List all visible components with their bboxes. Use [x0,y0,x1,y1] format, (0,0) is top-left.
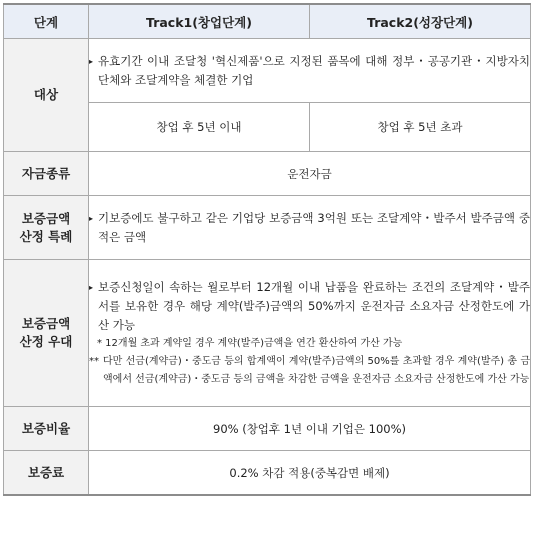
special-calc-cell [89,196,531,260]
target-description-cell [89,39,531,103]
bullet-marker: ▸ [89,213,94,223]
target-row [4,39,531,103]
guarantee-program-table [3,3,531,496]
header-row [4,4,531,39]
header-track1: Track1(창업단계) [89,4,310,39]
preferential-note-2 [89,353,530,389]
target-track1: 창업 후 5년 이내 [89,103,310,152]
target-label: 대상 [4,39,89,152]
special-calc-description: 기보증에도 불구하고 같은 기업당 보증금액 3억원 또는 조달계약・발주서 발주금액 중 적은 금액 [98,210,530,244]
bullet-marker: ▸ [89,56,94,66]
target-track2: 창업 후 5년 초과 [310,103,531,152]
preferential-calc-label [4,260,89,407]
fund-type-row [4,152,531,196]
preferential-label-line2: 산정 우대 [19,334,73,349]
preferential-calc-cell [89,260,531,407]
fee-row [4,451,531,496]
ratio-label: 보증비율 [4,407,89,451]
special-label-line2: 산정 특례 [19,228,73,244]
fee-value: 0.2% 차감 적용(중복감면 배제) [89,451,531,496]
header-stage: 단계 [4,4,89,39]
special-calc-label [4,196,89,260]
fund-type-value: 운전자금 [89,152,531,196]
fund-type-label: 자금종류 [4,152,89,196]
header-track2: Track2(성장단계) [310,4,531,39]
fee-label: 보증료 [4,451,89,496]
preferential-note-2-text: 다만 선금(계약금)・중도금 등의 합계액이 계약(발주)금액의 50%를 초과할 경우 계약(발주) 총 금액에서 선금(계약금)・중도금 등의 금액을 차감한 금액을 운전자금 소요자금 산정한도에 가산 가능 [103,355,530,385]
preferential-description: 보증신청일이 속하는 월로부터 12개월 이내 납품을 완료하는 조건의 조달계약・발주서를 보유한 경우 해당 계약(발주)금액의 50%까지 운전자금 소요자금 산정한도에 가산 가능 [98,279,530,332]
special-label-line1: 보증금액 [21,210,71,226]
bullet-marker: ▸ [89,282,94,292]
preferential-calc-row [4,260,531,407]
special-calc-row [4,196,531,260]
preferential-label-line1: 보증금액 [21,316,71,331]
ratio-value: 90% (창업후 1년 이내 기업은 100%) [89,407,531,451]
double-asterisk-marker: ** [89,355,99,367]
target-description: 유효기간 이내 조달청 '혁신제품'으로 지정된 품목에 대해 정부・공공기관・지방자치단체와 조달계약을 체결한 기업 [98,53,530,87]
preferential-note-1: * 12개월 초과 계약일 경우 계약(발주)금액을 연간 환산하여 가산 가능 [97,337,403,349]
ratio-row [4,407,531,451]
